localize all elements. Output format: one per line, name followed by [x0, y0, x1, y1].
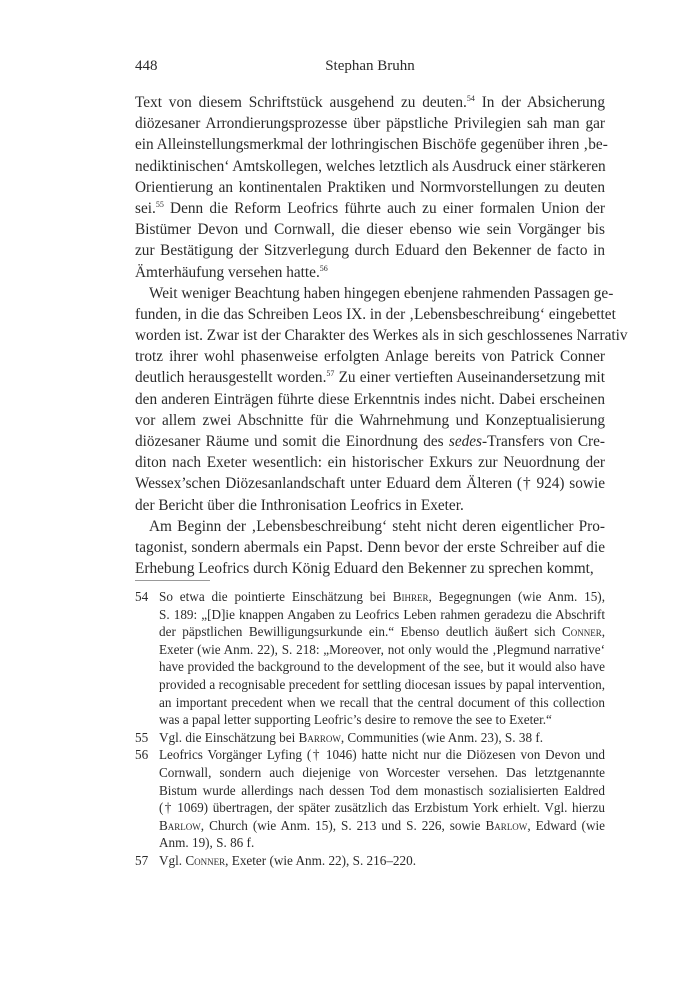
- footnote-reference[interactable]: 55: [155, 199, 164, 209]
- footnote-number: 54: [135, 589, 149, 604]
- footnote-number: 56: [135, 747, 149, 763]
- footnote-line: Cornwall, sondern auch diejenige von Worcester versehen. Das letztgenannte: [159, 764, 605, 780]
- footnote-reference[interactable]: 56: [319, 263, 328, 273]
- footnote-reference[interactable]: 57: [326, 369, 335, 379]
- main-text: [135, 92, 628, 579]
- footnote: [135, 588, 605, 729]
- footnote: [135, 729, 605, 747]
- text-line: worden ist. Zwar ist der Charakter des Werkes als in sich geschlossenes Narrativ: [135, 327, 628, 345]
- author-name: Conner: [561, 624, 602, 640]
- page-number: 448: [135, 58, 158, 74]
- footnote-line: Anm. 19), S. 86 f.: [159, 835, 255, 851]
- footnote-line: Vgl. Conner, Exeter (wie Anm. 22), S. 216–220.: [159, 852, 416, 868]
- paragraph: [135, 516, 605, 580]
- footnote-reference[interactable]: 54: [466, 94, 475, 103]
- text-line: Ämterhäufung versehen hatte.$^{56}$: [135, 263, 328, 281]
- text-line: Erhebung Leofrics durch König Eduard den Bekenner zu sprechen kommt,: [135, 560, 594, 578]
- footnote-line: S. 189: „[D]ie knappen Angaben zu Leofrics Leben rahmen geradezu die Abschrift: [159, 606, 605, 622]
- text-line: den anderen Einträgen führte diese Erkenntnis indes nicht. Dabei erscheinen: [135, 390, 605, 408]
- footnote-line: Exeter (wie Anm. 22), S. 218: „Moreover, not only would the ‚Plegmund narrative‘: [159, 641, 605, 657]
- author-name: Conner: [185, 852, 226, 868]
- author-name: Barrow: [298, 729, 341, 745]
- footnote-line: an important precedent when we recall that the central document of this collection: [159, 694, 605, 710]
- author-name: Barlow: [159, 817, 201, 833]
- text-line: Text von diesem Schriftstück ausgehend zu deuten.$^{54}$ In der Absicherung: [135, 94, 605, 111]
- text-line: diözesaner Räume und somit die Einordnung des sedes-Transfers von Cre-: [135, 433, 605, 450]
- text-line: nediktinischen‘ Amtskollegen, welches letztlich als Ausdruck einer stärkeren: [135, 157, 606, 175]
- author-name: Barlow: [485, 817, 528, 833]
- text-line: Orientierung an kontinentalen Praktiken und Normvorstellungen zu deuten: [135, 178, 605, 196]
- text-line: der Bericht über die Inthronisation Leofrics in Exeter.: [135, 496, 464, 514]
- text-line: tagonist, sondern abermals ein Papst. Denn bevor der erste Schreiber auf die: [135, 538, 605, 556]
- paragraph: [135, 92, 608, 283]
- footnote: [135, 746, 605, 852]
- italic-term: sedes: [448, 433, 483, 450]
- page-header: [135, 58, 605, 78]
- footnote-line: Leofrics Vorgänger Lyfing († 1046) hatte nicht nur die Diözesen von Devon und: [159, 747, 605, 763]
- text-line: zur Bestätigung der Sitzverlegung durch Eduard den Bekenner de facto in: [135, 242, 605, 260]
- footnote-line: Barlow, Church (wie Anm. 15), S. 213 und S. 226, sowie Barlow, Edward (wie: [159, 817, 605, 833]
- text-line: diözesaner Arrondierungsprozesse über päpstliche Privilegien sah man gar: [135, 115, 605, 133]
- footnote-line: Vgl. die Einschätzung bei Barrow, Communities (wie Anm. 23), S. 38 f.: [159, 729, 544, 745]
- footnote-separator: [135, 580, 210, 581]
- text-line: funden, in die das Schreiben Leos IX. in der ‚Lebensbeschreibung‘ eingebettet: [135, 305, 616, 323]
- running-head-author: Stephan Bruhn: [325, 58, 415, 74]
- paragraph: [135, 283, 628, 516]
- text-line: Wessex’schen Diözesanlandschaft unter Eduard dem Älteren († 924) sowie: [135, 475, 605, 493]
- text-line: Weit weniger Beachtung haben hingegen ebenjene rahmenden Passagen ge-: [149, 284, 614, 302]
- text-line: ein Alleinstellungsmerkmal der lothringischen Bischöfe gegenüber ihren ‚be-: [135, 136, 608, 154]
- text-line: trotz ihrer wohl phasenweise erfolgten Anlage bereits von Patrick Conner: [135, 348, 605, 366]
- text-line: Am Beginn der ‚Lebensbeschreibung‘ steht nicht deren eigentlicher Pro-: [149, 517, 605, 535]
- footnote: [135, 852, 605, 870]
- footnote-line: der päpstlichen Bewilligungsurkunde ein.“ Ebenso deutlich äußert sich Conner,: [159, 624, 605, 640]
- text-line: Bistümer Devon und Cornwall, die dieser ebenso wie sein Vorgänger bis: [135, 221, 605, 239]
- text-line: sei.$^{55}$ Denn die Reform Leofrics führte auch zu einer formalen Union der: [135, 199, 605, 217]
- footnote-line: († 1069) übertragen, der später zusätzlich das Erzbistum York erhielt. Vgl. hierzu: [159, 800, 605, 816]
- author-name: Bihrer: [392, 589, 429, 604]
- footnote-line: Bistum wurde allerdings nach dessen Tod dem monastisch sozialisierten Ealdred: [159, 782, 605, 798]
- footnote-line: provided a recognisable precedent for settling diocesan issues by papal intervention,: [159, 676, 605, 692]
- text-line: diton nach Exeter wesentlich: ein historischer Exkurs zur Neuordnung der: [135, 454, 605, 472]
- footnote-number: 57: [135, 852, 149, 868]
- footnotes: [135, 588, 605, 870]
- footnote-number: 55: [135, 729, 149, 745]
- footnote-line: have provided the background to the development of the see, but it would also have: [159, 659, 605, 675]
- footnote-line: was a papal letter supporting Leofric’s desire to remove the see to Exeter.“: [159, 712, 552, 728]
- text-line: vor allem zwei Abschnitte für die Wahrnehmung und Konzeptualisierung: [135, 411, 605, 429]
- text-line: deutlich herausgestellt worden.$^{57}$ Zu einer vertieften Auseinandersetzung mit: [135, 369, 605, 387]
- footnote-line: So etwa die pointierte Einschätzung bei Bihrer, Begegnungen (wie Anm. 15),: [159, 589, 605, 604]
